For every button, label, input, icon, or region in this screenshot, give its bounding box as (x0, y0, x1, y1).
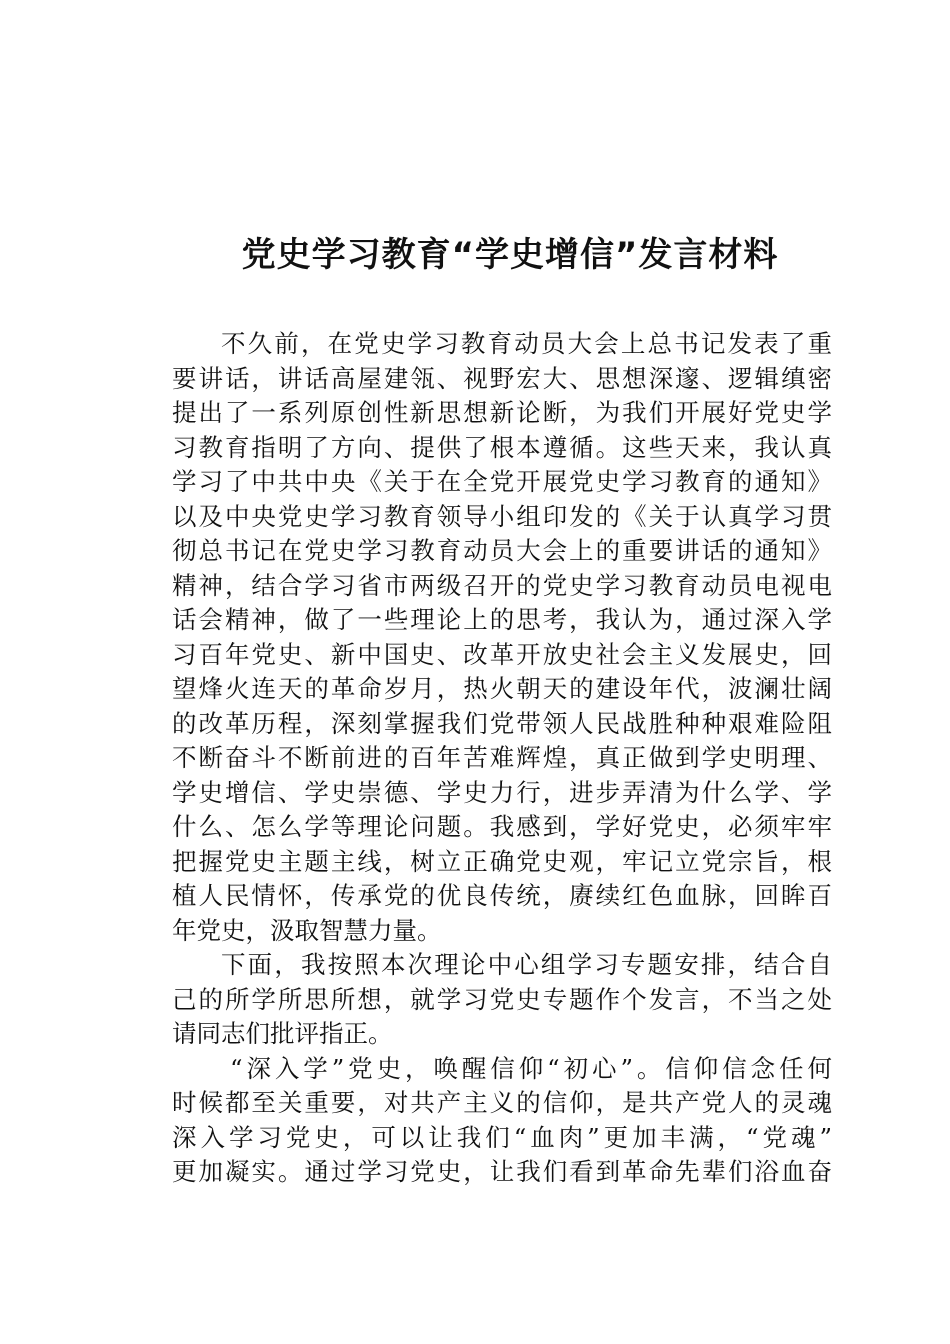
text-line: 不断奋斗不断前进的百年苦难辉煌，真正做到学史明理、 (172, 743, 832, 772)
text-line: 望烽火连天的革命岁月，热火朝天的建设年代，波澜壮阔 (172, 674, 832, 703)
text-line: 下面，我按照本次理论中心组学习专题安排，结合自 (221, 950, 832, 979)
paragraph-preface (172, 948, 832, 1052)
text-line: 以及中央党史学习教育领导小组印发的《关于认真学习贯 (172, 501, 832, 531)
text-line: 话会精神，做了一些理论上的思考，我认为，通过深入学 (172, 605, 832, 634)
text-line: 学史增信、学史崇德、学史力行，进步弄清为什么学、学 (172, 777, 832, 807)
text-line: 更加凝实。通过学习党史，让我们看到革命先辈们浴血奋 (172, 1157, 832, 1186)
text-line: 时候都至关重要，对共产主义的信仰，是共产党人的灵魂 (172, 1088, 832, 1117)
text-line: 彻总书记在党史学习教育动员大会上的重要讲话的通知》 (172, 536, 832, 565)
text-line: 植人民情怀，传承党的优良传统，赓续红色血脉，回眸百 (172, 881, 832, 910)
document-title: 党史学习教育“学史增信”发言材料 (241, 235, 779, 275)
text-line: 的改革历程，深刻掌握我们党带领人民战胜种种艰难险阻 (172, 708, 832, 738)
text-line: 精神，结合学习省市两级召开的党史学习教育动员电视电 (172, 570, 832, 600)
text-line: 把握党史主题主线，树立正确党史观，牢记立党宗旨，根 (172, 846, 832, 876)
paragraph-section-one (172, 1052, 832, 1190)
text-line: “深入学”党史，唤醒信仰“初心”。信仰信念任何 (230, 1053, 832, 1083)
text-line: 什么、怎么学等理论问题。我感到，学好党史，必须牢牢 (172, 812, 832, 841)
text-line: 深入学习党史，可以让我们“血肉”更加丰满，“党魂” (172, 1122, 832, 1152)
text-line: 年党史，汲取智慧力量。 (172, 915, 442, 945)
text-line: 己的所学所思所想，就学习党史专题作个发言，不当之处 (172, 984, 832, 1014)
text-line: 提出了一系列原创性新思想新论断，为我们开展好党史学 (172, 398, 832, 427)
text-line: 要讲话，讲话高屋建瓴、视野宏大、思想深邃、逻辑缜密 (172, 363, 832, 393)
paragraph-intro (172, 327, 832, 948)
text-line: 不久前，在党史学习教育动员大会上总书记发表了重 (221, 329, 832, 358)
text-line: 习百年党史、新中国史、改革开放史社会主义发展史，回 (172, 639, 832, 669)
text-line: 习教育指明了方向、提供了根本遵循。这些天来，我认真 (172, 432, 832, 462)
text-line: 请同志们批评指正。 (172, 1019, 393, 1048)
document-body (172, 327, 832, 1190)
text-line: 学习了中共中央《关于在全党开展党史学习教育的通知》 (172, 467, 832, 496)
